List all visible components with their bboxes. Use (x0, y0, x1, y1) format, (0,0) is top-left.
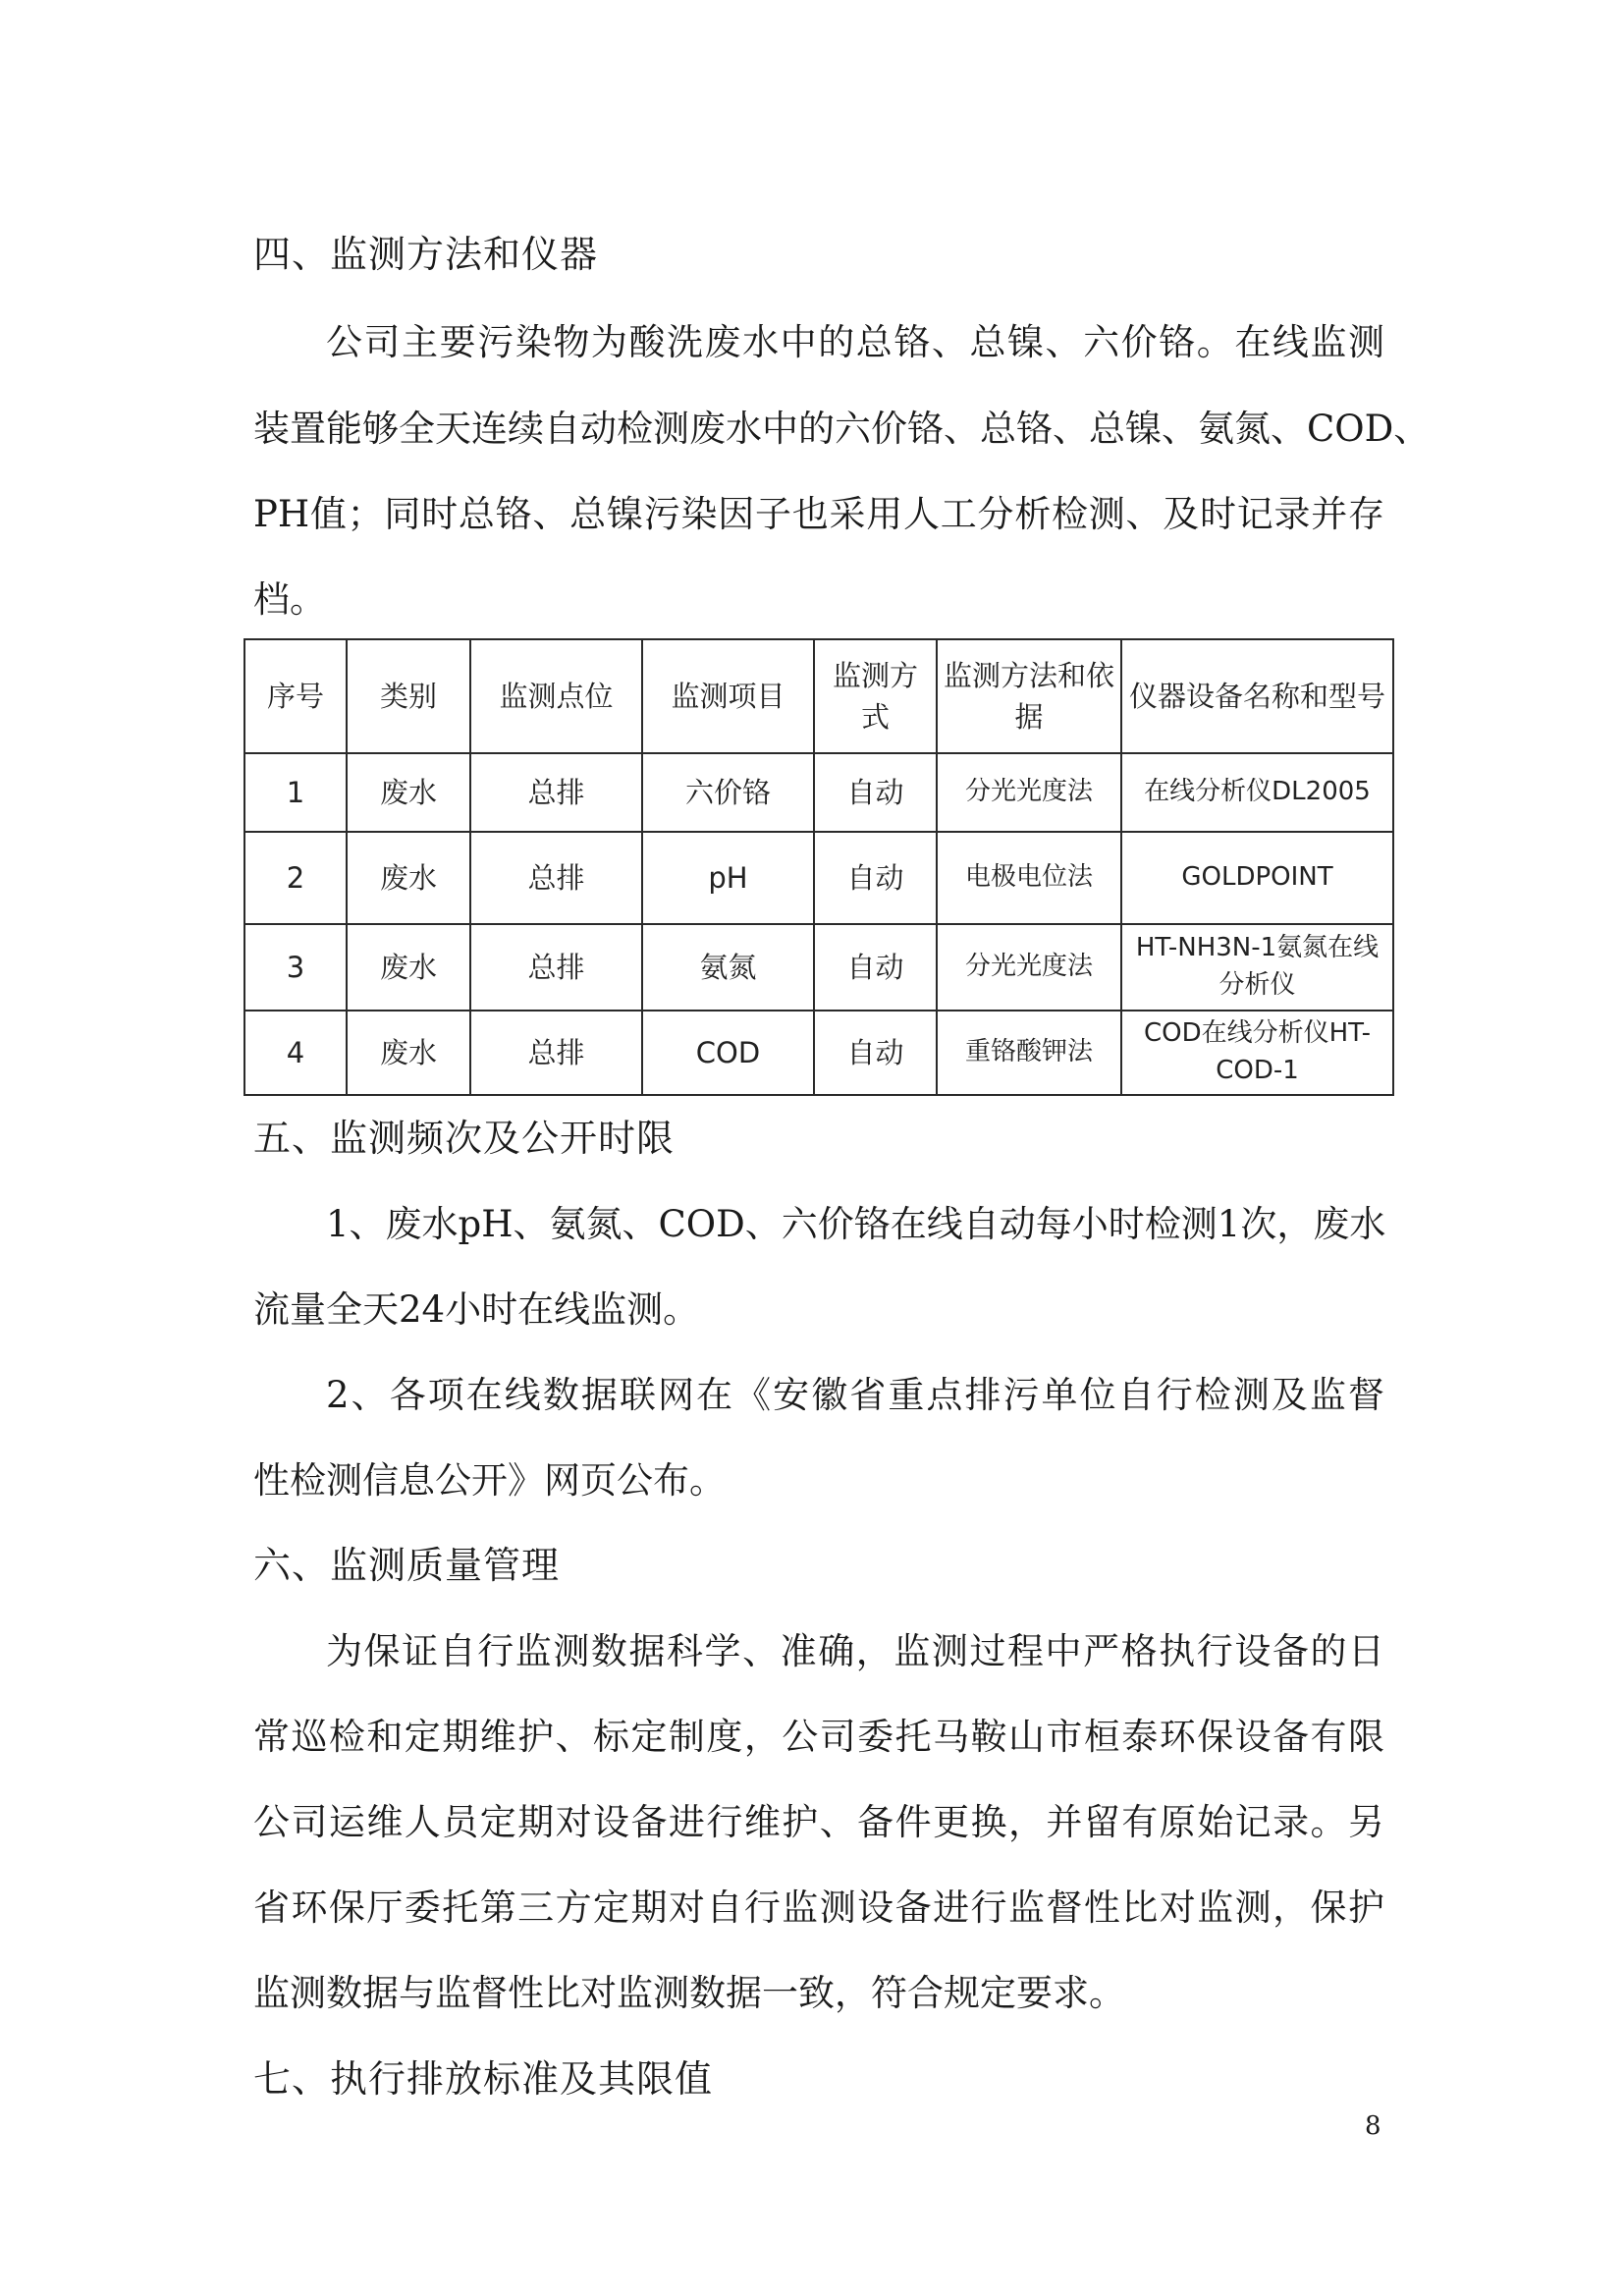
cell-point: 总排 (470, 832, 642, 924)
header-instrument: 仪器设备名称和型号 (1121, 639, 1393, 753)
section-5-line-2: 流量全天24小时在线监测。 (253, 1288, 700, 1331)
section-4-line-1: 公司主要污染物为酸洗废水中的总铬、总镍、六价铬。在线监测 (326, 321, 1384, 363)
table-header-row (244, 639, 1393, 753)
cell-item: pH (642, 832, 814, 924)
cell-category: 废水 (347, 924, 470, 1011)
cell-instrument: GOLDPOINT (1121, 832, 1393, 924)
header-index: 序号 (244, 639, 347, 753)
header-item: 监测项目 (642, 639, 814, 753)
monitoring-table (244, 638, 1394, 1096)
table-row (244, 832, 1393, 924)
cell-category: 废水 (347, 1011, 470, 1095)
cell-instrument: 在线分析仪DL2005 (1121, 753, 1393, 832)
cell-mode: 自动 (814, 832, 937, 924)
cell-mode: 自动 (814, 1011, 937, 1095)
cell-category: 废水 (347, 832, 470, 924)
header-method: 监测方法和依据 (937, 639, 1121, 753)
section-7-heading: 七、执行排放标准及其限值 (253, 2057, 714, 2101)
section-6-line-1: 为保证自行监测数据科学、准确，监测过程中严格执行设备的日 (326, 1630, 1384, 1672)
section-6-line-3: 公司运维人员定期对设备进行维护、备件更换，并留有原始记录。另 (253, 1801, 1384, 1843)
section-4-line-3: PH值；同时总铬、总镍污染因子也采用人工分析检测、及时记录并存 (253, 493, 1384, 535)
section-6-line-5: 监测数据与监督性比对监测数据一致，符合规定要求。 (253, 1972, 1125, 2014)
section-5-line-4: 性检测信息公开》网页公布。 (253, 1459, 726, 1502)
section-4-line-4: 档。 (253, 578, 326, 621)
cell-point: 总排 (470, 753, 642, 832)
header-category: 类别 (347, 639, 470, 753)
table-row (244, 1011, 1393, 1095)
cell-index: 2 (244, 832, 347, 924)
cell-mode: 自动 (814, 924, 937, 1011)
cell-instrument: COD在线分析仪HT-COD-1 (1121, 1011, 1393, 1095)
header-point: 监测点位 (470, 639, 642, 753)
cell-index: 3 (244, 924, 347, 1011)
section-5-line-3: 2、各项在线数据联网在《安徽省重点排污单位自行检测及监督 (326, 1374, 1384, 1416)
table-row (244, 753, 1393, 832)
header-mode: 监测方式 (814, 639, 937, 753)
cell-mode: 自动 (814, 753, 937, 832)
page-number: 8 (1365, 2111, 1381, 2141)
cell-index: 4 (244, 1011, 347, 1095)
section-6-line-2: 常巡检和定期维护、标定制度，公司委托马鞍山市桓泰环保设备有限 (253, 1716, 1384, 1758)
section-5-line-1: 1、废水pH、氨氮、COD、六价铬在线自动每小时检测1次，废水 (326, 1203, 1386, 1245)
cell-category: 废水 (347, 753, 470, 832)
section-4-heading: 四、监测方法和仪器 (253, 233, 599, 276)
cell-method: 电极电位法 (937, 832, 1121, 924)
cell-instrument: HT-NH3N-1氨氮在线分析仪 (1121, 924, 1393, 1011)
section-6-heading: 六、监测质量管理 (253, 1544, 561, 1587)
cell-method: 分光光度法 (937, 753, 1121, 832)
cell-index: 1 (244, 753, 347, 832)
cell-item: 氨氮 (642, 924, 814, 1011)
section-5-heading: 五、监测频次及公开时限 (253, 1117, 676, 1160)
cell-point: 总排 (470, 924, 642, 1011)
cell-method: 分光光度法 (937, 924, 1121, 1011)
section-4-line-2: 装置能够全天连续自动检测废水中的六价铬、总铬、总镍、氨氮、COD、 (253, 408, 1431, 450)
cell-method: 重铬酸钾法 (937, 1011, 1121, 1095)
cell-item: COD (642, 1011, 814, 1095)
section-6-line-4: 省环保厅委托第三方定期对自行监测设备进行监督性比对监测，保护 (253, 1886, 1384, 1929)
cell-point: 总排 (470, 1011, 642, 1095)
table-row (244, 924, 1393, 1011)
cell-item: 六价铬 (642, 753, 814, 832)
